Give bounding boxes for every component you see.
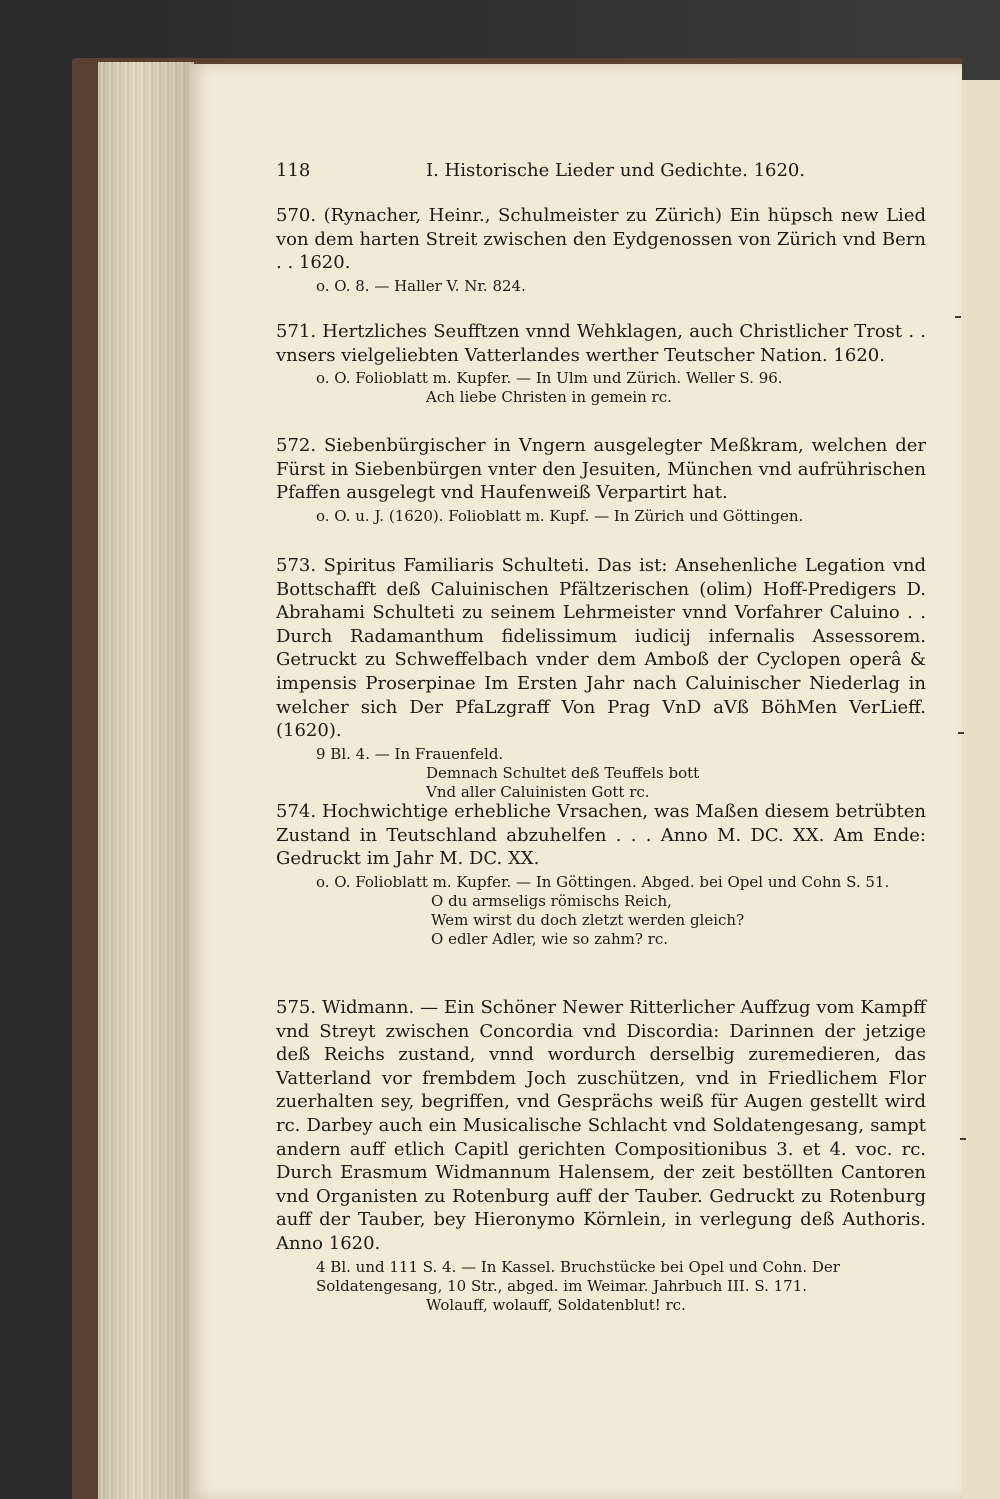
entry-573 — [276, 554, 926, 802]
entry-text: 575. Widmann. — Ein Schöner Newer Ritterlicher Auffzug vom Kampff vnd Streyt zwischen Concordia vnd Discordia: Darinnen der jetzige deß Reichs zustand, vnnd wordurch derselbig zuremedieren, das Vatterland vor frembdem Joch zuschützen, vnd in Friedlichem Flor zuerhalten sey, begriffen, vnd Gesprächs weiß für Augen gestellt wird rc. Darbey auch ein Musicalische Schlacht vnd Soldatengesang, sampt andern auff etlich Capitl gerichten Compositionibus 3. et 4. voc. rc. Durch Erasmum Widmannum Halensem, der zeit bestöllten Cantoren vnd Organisten zu Rotenburg auff der Tauber. Gedruckt zu Rotenburg auff der Tauber, bey Hieronymo Körnlein, in verlegung deß Authoris. Anno 1620. — [276, 997, 926, 1254]
entry-incipit: Wolauff, wolauff, Soldatenblut! rc. — [426, 1295, 686, 1314]
entry-meta: o. O. u. J. (1620). Folioblatt m. Kupf. — In Zürich und Göttingen. — [316, 506, 804, 525]
entry-incipit-line: Demnach Schultet deß Teuffels bott — [426, 763, 700, 782]
entry-incipit-line: O du armseligs römischs Reich, — [431, 891, 672, 910]
entry-571 — [276, 320, 926, 407]
running-title: I. Historische Lieder und Gedichte. 1620. — [426, 160, 806, 181]
entry-meta: o. O. Folioblatt m. Kupfer. — In Ulm und Zürich. Weller S. 96. — [316, 369, 783, 388]
entry-text: 572. Siebenbürgischer in Vngern ausgelegter Meßkram, welchen der Fürst in Siebenbürgen vnter den Jesuiten, München vnd aufrührischen Pfaffen ausgelegt vnd Haufenweiß Verpartirt hat. — [276, 435, 926, 504]
entry-text: 570. (Rynacher, Heinr., Schulmeister zu Zürich) Ein hüpsch new Lied von dem harten Streit zwischen den Eydgenossen von Zürich vnd Bern . . 1620. — [276, 205, 926, 274]
entry-text: 574. Hochwichtige erhebliche Vrsachen, was Maßen diesem betrübten Zustand in Teutschland abzuhelfen . . . Anno M. DC. XX. Am Ende: Gedruckt im Jahr M. DC. XX. — [276, 801, 926, 870]
book-page — [190, 64, 962, 1499]
margin-mark — [955, 316, 961, 318]
page-number: 118 — [276, 160, 311, 181]
entry-572 — [276, 434, 926, 526]
entry-meta: o. O. 8. — Haller V. Nr. 824. — [316, 276, 526, 295]
entry-574 — [276, 800, 926, 949]
entry-text: 571. Hertzliches Seufftzen vnnd Wehklagen, auch Christlicher Trost . . vnsers vielgeliebten Vatterlandes werther Teutscher Nation. 1620. — [276, 321, 926, 366]
margin-mark — [960, 1138, 966, 1140]
page-header — [276, 160, 926, 190]
margin-mark — [958, 732, 964, 734]
entry-incipit-line: Wem wirst du doch zletzt werden gleich? — [431, 910, 745, 929]
entry-incipit: Ach liebe Christen in gemein rc. — [426, 388, 672, 407]
entry-meta: 9 Bl. 4. — In Frauenfeld. — [316, 744, 504, 763]
entry-575 — [276, 996, 926, 1315]
entry-570 — [276, 204, 926, 296]
next-page-edge — [958, 80, 1000, 1499]
entry-meta: 4 Bl. und 111 S. 4. — In Kassel. Bruchstücke bei Opel und Cohn. Der Soldatengesang, 10 Str., abged. im Weimar. Jahrbuch III. S. 171. — [316, 1257, 840, 1295]
entry-incipit-line: O edler Adler, wie so zahm? rc. — [431, 929, 668, 948]
page-edges-shading — [98, 62, 194, 1499]
entry-meta: o. O. Folioblatt m. Kupfer. — In Göttingen. Abged. bei Opel und Cohn S. 51. — [316, 872, 890, 891]
entry-text: 573. Spiritus Familiaris Schulteti. Das ist: Ansehenliche Legation vnd Bottschafft deß Caluinischen Pfältzerischen (olim) Hoff-Predigers D. Abrahami Schulteti zu seinem Lehrmeister vnnd Vorfahrer Caluino . . Durch Radamanthum fidelissimum iudicij infernalis Assessorem. Getruckt zu Schweffelbach vnder dem Amboß der Cyclopen operâ & impensis Proserpinae Im Ersten Jahr nach Caluinischer Niederlag in welcher sich Der PfaLzgraff Von Prag VnD aVß BöhMen VerLieff. (1620). — [276, 555, 926, 742]
entry-incipit-line: Vnd aller Caluinisten Gott rc. — [426, 782, 650, 801]
